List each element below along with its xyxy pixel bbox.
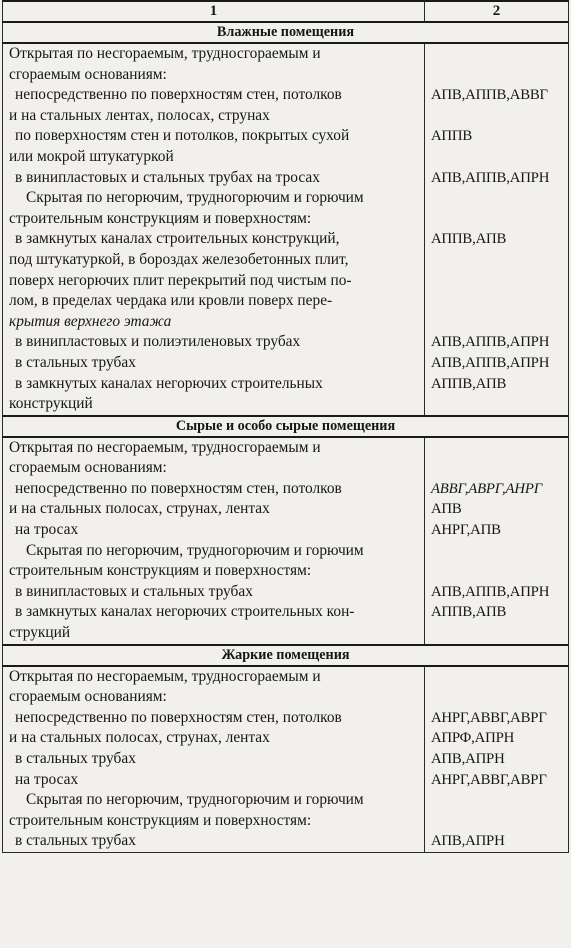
section-header <box>3 416 569 437</box>
wire-type-cell <box>424 43 568 416</box>
description-line: Открытая по несгораемым, трудносгораемым и <box>9 45 321 62</box>
description-line: в винипластовых и полиэтиленовых трубах <box>15 333 301 351</box>
description-line: конструкций <box>9 395 93 413</box>
description-line: Открытая по несгораемым, трудносгораемым и <box>9 667 321 685</box>
wire-type: АППВ,АПВ <box>430 375 507 392</box>
wire-type: АПВ,АППВ,АПРН <box>430 334 550 351</box>
description-cell <box>3 43 425 416</box>
wire-type: АПВ <box>430 501 462 518</box>
description-line: в замкнутых каналах негорючих строительных <box>15 374 323 392</box>
wire-type: АПВ,АППВ,АВВГ <box>430 87 548 104</box>
description-line: лом, в пределах чердака или кровли поверх пере- <box>9 292 333 310</box>
description-line: сгораемым основаниям: <box>9 459 167 477</box>
description-line: в замкнутых каналах негорючих строительных кон- <box>15 603 355 621</box>
description-line: и на стальных лентах, полосах, струнах <box>9 106 270 124</box>
description-line: и на стальных полосах, струнах, лентах <box>9 500 270 518</box>
wire-type: АПВ,АППВ,АПРН <box>430 583 550 600</box>
section-header <box>3 645 569 666</box>
wire-type: АНРГ,АВВГ,АВРГ <box>430 709 547 726</box>
section-title: Жаркие помещения <box>3 645 569 666</box>
section-title: Влажные помещения <box>3 22 569 43</box>
wire-type: АНРГ,АПВ <box>430 522 501 539</box>
description-line: непосредственно по поверхностям стен, потолков <box>15 708 342 726</box>
description-line: на тросах <box>15 770 79 788</box>
wire-type: АПВ,АППВ,АПРН <box>430 169 550 186</box>
wire-type: АПВ,АПРН <box>430 751 505 767</box>
description-line: строительным конструкциям и поверхностям: <box>9 811 312 829</box>
description-line: крытия верхнего этажа <box>9 312 172 330</box>
description-cell <box>3 666 425 853</box>
description-line: на тросах <box>15 521 79 539</box>
description-line: сгораемым основаниям: <box>9 688 167 706</box>
wire-type: АНРГ,АВВГ,АВРГ <box>430 771 547 788</box>
table-row <box>3 43 569 416</box>
wire-type: АППВ,АПВ <box>430 231 507 248</box>
description-line: в винипластовых и стальных трубах на тросах <box>15 168 320 186</box>
description-line: в стальных трубах <box>15 750 136 767</box>
column-header-2: 2 <box>424 1 568 22</box>
description-line: Скрытая по негорючим, трудногорючим и горючим <box>26 791 364 809</box>
section-title: Сырые и особо сырые помещения <box>3 416 569 437</box>
section-header <box>3 22 569 43</box>
wire-type: АПВ,АПРН <box>430 833 505 850</box>
wire-type: АВВГ,АВРГ,АНРГ <box>430 480 542 497</box>
wiring-table <box>2 0 569 853</box>
description-line: или мокрой штукатуркой <box>9 147 174 165</box>
wire-type: АППВ,АПВ <box>430 604 507 621</box>
wire-type: АППВ <box>430 128 473 145</box>
table-row <box>3 437 569 645</box>
wire-type-cell <box>424 666 568 853</box>
description-line: в стальных трубах <box>15 832 136 850</box>
description-cell <box>3 437 425 645</box>
description-line: Скрытая по негорючим, трудногорючим и горючим <box>26 541 364 559</box>
wire-type-cell <box>424 437 568 645</box>
description-line: сгораемым основаниям: <box>9 65 167 83</box>
description-line: поверх негорючих плит перекрытий под чистым по- <box>9 271 352 289</box>
description-line: непосредственно по поверхностям стен, потолков <box>15 86 342 104</box>
description-line: в винипластовых и стальных трубах <box>15 582 253 600</box>
description-line: и на стальных полосах, струнах, лентах <box>9 729 270 747</box>
description-line: под штукатуркой, в бороздах железобетонных плит, <box>9 250 349 268</box>
description-line: Открытая по несгораемым, трудносгораемым и <box>9 438 321 456</box>
description-line: строительным конструкциям и поверхностям: <box>9 209 312 227</box>
wire-type: АПВ,АППВ,АПРН <box>430 354 550 371</box>
description-line: непосредственно по поверхностям стен, потолков <box>15 479 342 497</box>
description-line: в стальных трубах <box>15 353 136 371</box>
column-header-row <box>3 1 569 22</box>
table-row <box>3 666 569 853</box>
description-line: Скрытая по негорючим, трудногорючим и горючим <box>26 189 364 207</box>
description-line: в замкнутых каналах строительных конструкций, <box>15 230 340 248</box>
description-line: строительным конструкциям и поверхностям: <box>9 562 312 580</box>
description-line: по поверхностям стен и потолков, покрытых сухой <box>15 127 350 145</box>
description-line: струкций <box>9 624 71 642</box>
wire-type: АПРФ,АПРН <box>430 730 515 747</box>
column-header-1: 1 <box>3 1 425 22</box>
